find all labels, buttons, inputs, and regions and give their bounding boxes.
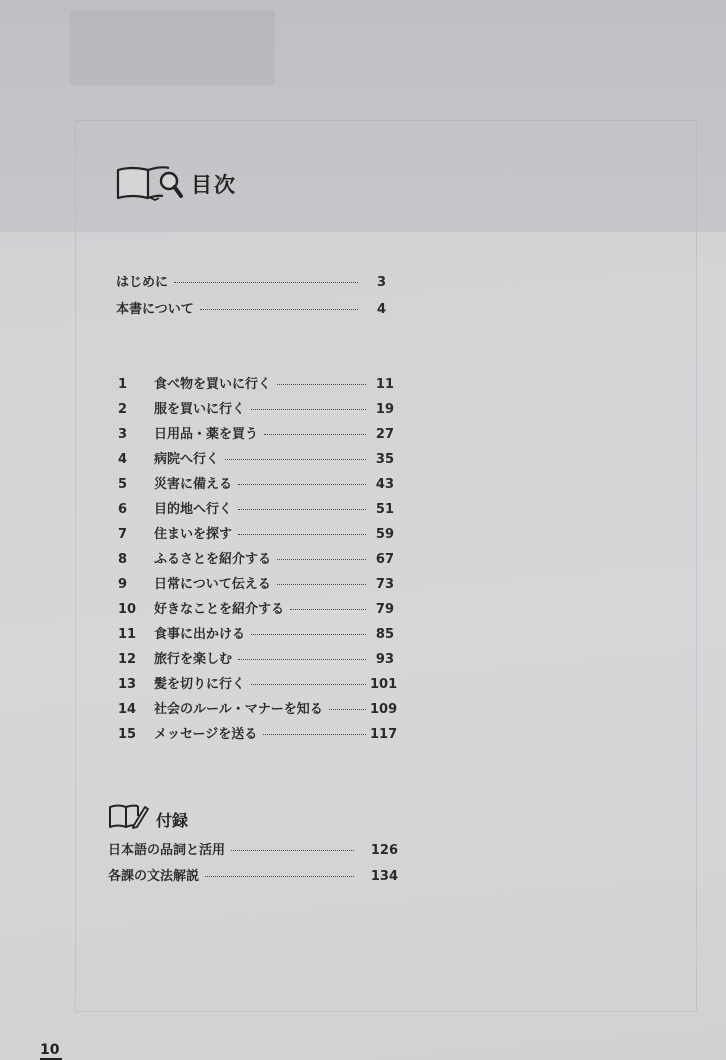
chapter-page: 101 [370, 677, 398, 692]
chapter-title: 病院へ行く [154, 452, 220, 467]
entry-title: 本書について [116, 302, 194, 317]
chapter-page: 51 [375, 502, 394, 517]
toc-entry-chapter[interactable] [118, 423, 394, 442]
chapter-title: 住まいを探す [154, 527, 233, 542]
chapter-number: 14 [118, 702, 137, 717]
dot-leader [200, 309, 358, 310]
chapter-page: 59 [375, 527, 394, 542]
toc-entry-chapter[interactable] [118, 473, 394, 492]
chapter-page: 93 [375, 652, 394, 667]
toc-entry-chapter[interactable] [118, 398, 394, 417]
dot-leader [263, 734, 366, 735]
entry-page: 126 [370, 843, 398, 858]
dot-leader [238, 484, 366, 485]
chapter-page: 73 [375, 577, 394, 592]
toc-entry-front[interactable] [116, 271, 386, 290]
notebook-pencil-icon [108, 803, 150, 835]
toc-entry-chapter[interactable] [118, 373, 394, 392]
toc-entry-chapter[interactable] [118, 648, 394, 667]
entry-page: 3 [376, 275, 386, 290]
dot-leader [251, 409, 366, 410]
chapter-number: 3 [118, 427, 128, 442]
toc-entry-appendix[interactable] [108, 865, 398, 884]
toc-entry-chapter[interactable] [118, 448, 394, 467]
appendix-title: 付録 [156, 810, 189, 830]
dot-leader [277, 559, 366, 560]
toc-entry-chapter[interactable] [118, 598, 394, 617]
chapter-title: ふるさとを紹介する [154, 552, 272, 567]
toc-title: 目次 [191, 173, 237, 197]
chapter-number: 15 [118, 727, 137, 742]
chapter-number: 10 [118, 602, 137, 617]
chapter-number: 2 [118, 402, 128, 417]
chapter-title: 目的地へ行く [154, 502, 233, 517]
dot-leader [205, 876, 354, 877]
dot-leader [277, 584, 366, 585]
toc-entry-chapter[interactable] [118, 523, 394, 542]
chapter-page: 27 [375, 427, 394, 442]
toc-entry-chapter[interactable] [118, 573, 394, 592]
toc-entry-chapter[interactable] [118, 673, 398, 692]
chapter-number: 8 [118, 552, 128, 567]
chapter-title: 食べ物を買いに行く [154, 377, 272, 392]
chapter-number: 1 [118, 377, 128, 392]
chapter-number: 5 [118, 477, 128, 492]
dot-leader [251, 684, 366, 685]
toc-entry-chapter[interactable] [118, 623, 394, 642]
dot-leader [174, 282, 358, 283]
chapter-title: 好きなことを紹介する [154, 602, 285, 617]
chapter-title: 日常について伝える [154, 577, 271, 592]
entry-title: はじめに [116, 275, 169, 290]
dot-leader [238, 659, 366, 660]
toc-entry-front[interactable] [116, 298, 386, 317]
chapter-number: 11 [118, 627, 137, 642]
chapter-title: 社会のルール・マナーを知る [154, 702, 323, 717]
chapter-page: 67 [375, 552, 394, 567]
chapter-title: 髪を切りに行く [154, 677, 246, 692]
toc-entry-chapter[interactable] [118, 498, 394, 517]
dot-leader [238, 509, 366, 510]
appendix-header [108, 803, 188, 835]
chapter-page: 19 [375, 402, 394, 417]
book-magnifier-icon [115, 164, 183, 204]
chapter-title: 服を買いに行く [154, 402, 246, 417]
entry-page: 4 [376, 302, 386, 317]
chapter-title: 食事に出かける [154, 627, 246, 642]
dot-leader [251, 634, 366, 635]
page-number: 10 [40, 1042, 60, 1058]
bleed-through-block [70, 10, 275, 85]
chapter-page: 117 [370, 727, 398, 742]
dot-leader [277, 384, 366, 385]
dot-leader [329, 709, 366, 710]
chapter-page: 11 [375, 377, 394, 392]
dot-leader [264, 434, 366, 435]
chapter-title: メッセージを送る [154, 727, 258, 742]
entry-title: 各課の文法解説 [108, 869, 200, 884]
chapter-number: 12 [118, 652, 137, 667]
chapter-page: 85 [375, 627, 394, 642]
chapter-title: 日用品・薬を買う [154, 427, 259, 442]
entry-title: 日本語の品詞と活用 [108, 843, 226, 858]
chapter-number: 7 [118, 527, 128, 542]
chapter-title: 旅行を楽しむ [154, 652, 233, 667]
chapter-number: 6 [118, 502, 128, 517]
chapter-page: 35 [375, 452, 394, 467]
entry-page: 134 [370, 869, 398, 884]
toc-header [115, 164, 237, 204]
chapter-number: 4 [118, 452, 128, 467]
chapter-page: 43 [375, 477, 394, 492]
chapter-number: 9 [118, 577, 128, 592]
dot-leader [225, 459, 366, 460]
toc-entry-chapter[interactable] [118, 698, 398, 717]
chapter-page: 109 [370, 702, 398, 717]
dot-leader [231, 850, 354, 851]
dot-leader [238, 534, 366, 535]
toc-entry-chapter[interactable] [118, 723, 398, 742]
chapter-number: 13 [118, 677, 137, 692]
toc-entry-appendix[interactable] [108, 839, 398, 858]
toc-entry-chapter[interactable] [118, 548, 394, 567]
dot-leader [290, 609, 366, 610]
chapter-page: 79 [375, 602, 394, 617]
chapter-title: 災害に備える [154, 477, 233, 492]
